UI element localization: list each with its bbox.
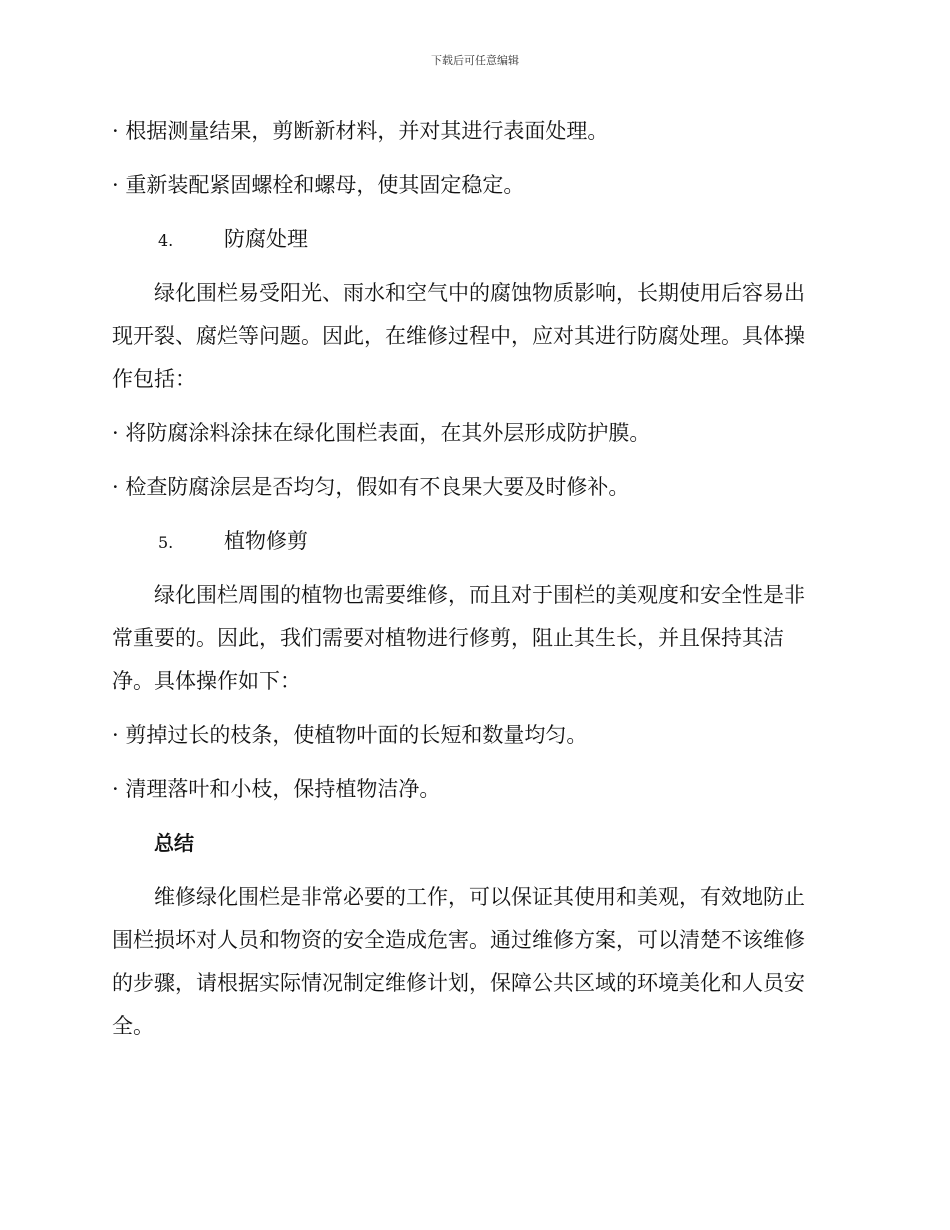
paragraph-line: 作包括： <box>112 367 196 391</box>
section-heading-4 <box>112 218 832 261</box>
paragraph-line: 绿化围栏易受阳光、雨水和空气中的腐蚀物质影响，长期使用后容易出 <box>154 281 805 305</box>
section-title: 植物修剪 <box>224 529 308 553</box>
section-title: 防腐处理 <box>224 227 308 251</box>
bullet-item: · 将防腐涂料涂抹在绿化围栏表面，在其外层形成防护膜。 <box>112 421 651 445</box>
paragraph-line: 常重要的。因此，我们需要对植物进行修剪，阻止其生长，并且保持其洁 <box>112 626 784 650</box>
section-number: 5. <box>158 533 174 552</box>
bullet-item: · 重新装配紧固螺栓和螺母，使其固定稳定。 <box>112 173 525 197</box>
paragraph-line: 绿化围栏周围的植物也需要维修，而且对于围栏的美观度和安全性是非 <box>154 583 805 607</box>
summary-heading: 总结 <box>154 831 194 855</box>
bullet-item: · 剪掉过长的枝条，使植物叶面的长短和数量均匀。 <box>112 723 588 747</box>
section-heading-5 <box>112 520 832 563</box>
paragraph-line: 全。 <box>112 1014 154 1038</box>
bullet-item: · 清理落叶和小枝，保持植物洁净。 <box>112 777 441 801</box>
section-number: 4. <box>158 231 174 250</box>
paragraph-line: 围栏损坏对人员和物资的安全造成危害。通过维修方案，可以清楚不该维修 <box>112 928 805 952</box>
document-body <box>112 110 832 1048</box>
bullet-item: · 检查防腐涂层是否均匀，假如有不良果大要及时修补。 <box>112 475 630 499</box>
paragraph-line: 维修绿化围栏是非常必要的工作，可以保证其使用和美观，有效地防止 <box>154 885 805 909</box>
paragraph-line: 净。具体操作如下： <box>112 669 301 693</box>
paragraph-line: 现开裂、腐烂等问题。因此，在维修过程中，应对其进行防腐处理。具体操 <box>112 324 805 348</box>
bullet-item: · 根据测量结果，剪断新材料，并对其进行表面处理。 <box>112 119 609 143</box>
paragraph-line: 的步骤，请根据实际情况制定维修计划，保障公共区域的环境美化和人员安 <box>112 971 805 995</box>
page-header: 下载后可任意编辑 <box>431 54 519 67</box>
